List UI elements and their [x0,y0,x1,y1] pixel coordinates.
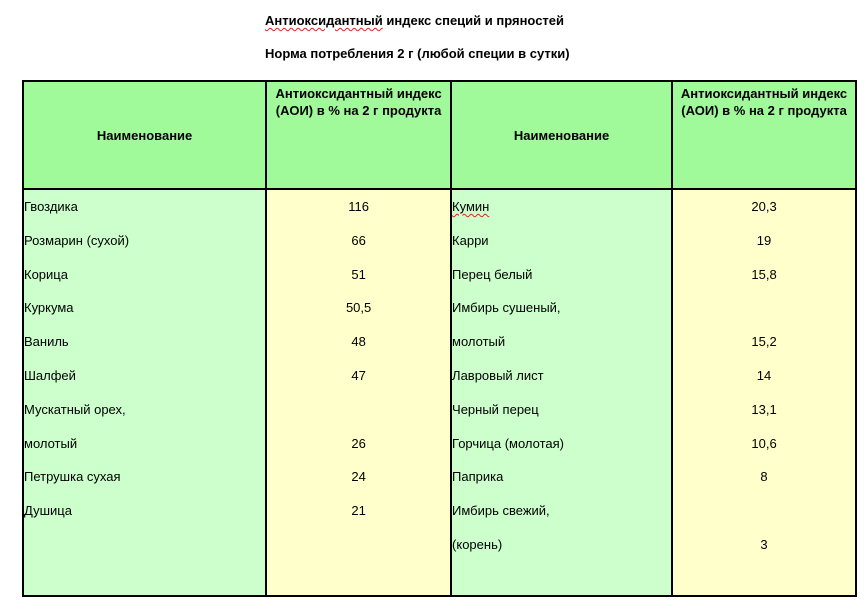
left-name: Душица [24,503,72,519]
left-value: 116 [348,199,369,214]
right-name: Имбирь сушеный, [452,300,561,316]
header-aoi-right-line1: Антиоксидантный индекс [680,86,848,101]
right-value: 13,1 [751,401,777,417]
left-value: 51 [351,266,366,282]
body-row [23,189,856,596]
spices-table [22,80,857,597]
header-aoi-left [266,81,451,189]
left-name: Гвоздика [24,199,78,214]
right-name-spellcheck: Кумин [452,199,490,214]
title-rest: индекс специй и пряностей [382,13,565,28]
page-subtitle: Норма потребления 2 г (любой специи в сутки) [265,46,570,61]
left-name: Корица [24,266,68,282]
right-value [673,494,855,528]
left-name: Розмарин (сухой) [24,232,130,248]
right-value: 15,2 [751,334,777,350]
left-value [267,393,450,427]
right-value: 19 [756,232,772,248]
left-name: молотый [24,435,78,451]
left-name: Куркума [24,300,74,316]
left-value: 21 [351,503,366,519]
right-name: Карри [452,232,489,248]
right-name: молотый [452,334,506,350]
page-title [265,13,564,28]
right-value: 8 [760,469,768,485]
header-row [23,81,856,189]
right-name: Имбирь свежий, [452,503,550,519]
left-names-cell [23,189,266,596]
header-name-left: Наименование [23,81,266,189]
right-value: 14 [756,367,772,383]
left-value: 47 [351,367,366,383]
right-value: 20,3 [751,199,777,214]
header-aoi-right [672,81,856,189]
title-word-spellcheck: Антиоксидантный [265,13,383,28]
left-name: Мускатный орех, [24,401,126,417]
right-name: (корень) [452,536,503,552]
left-value: 66 [351,232,366,248]
left-name [24,528,265,562]
left-value: 50,5 [345,300,372,316]
left-value [267,528,450,562]
right-value [673,291,855,325]
right-name: Черный перец [452,401,539,417]
right-value: 15,8 [751,266,777,282]
header-name-right: Наименование [451,81,672,189]
right-name: Горчица (молотая) [452,435,564,451]
left-values-cell [266,189,451,596]
right-name: Перец белый [452,266,533,282]
right-names-cell [451,189,672,596]
left-name: Шалфей [24,367,76,383]
right-value: 3 [760,536,768,552]
right-name [452,190,671,224]
left-value: 24 [351,469,366,485]
right-value: 10,6 [751,435,777,451]
right-name: Лавровый лист [452,367,544,383]
left-value: 26 [351,435,366,451]
header-aoi-left-line1: Антиоксидантный индекс [275,86,442,101]
right-values-cell [672,189,856,596]
header-aoi-left-line2: (АОИ) в % на 2 г продукта [275,103,442,118]
left-name: Ваниль [24,334,69,350]
right-name: Паприка [452,469,504,485]
header-aoi-right-line2: (АОИ) в % на 2 г продукта [681,103,847,118]
left-value: 48 [351,334,366,350]
left-name: Петрушка сухая [24,469,121,485]
